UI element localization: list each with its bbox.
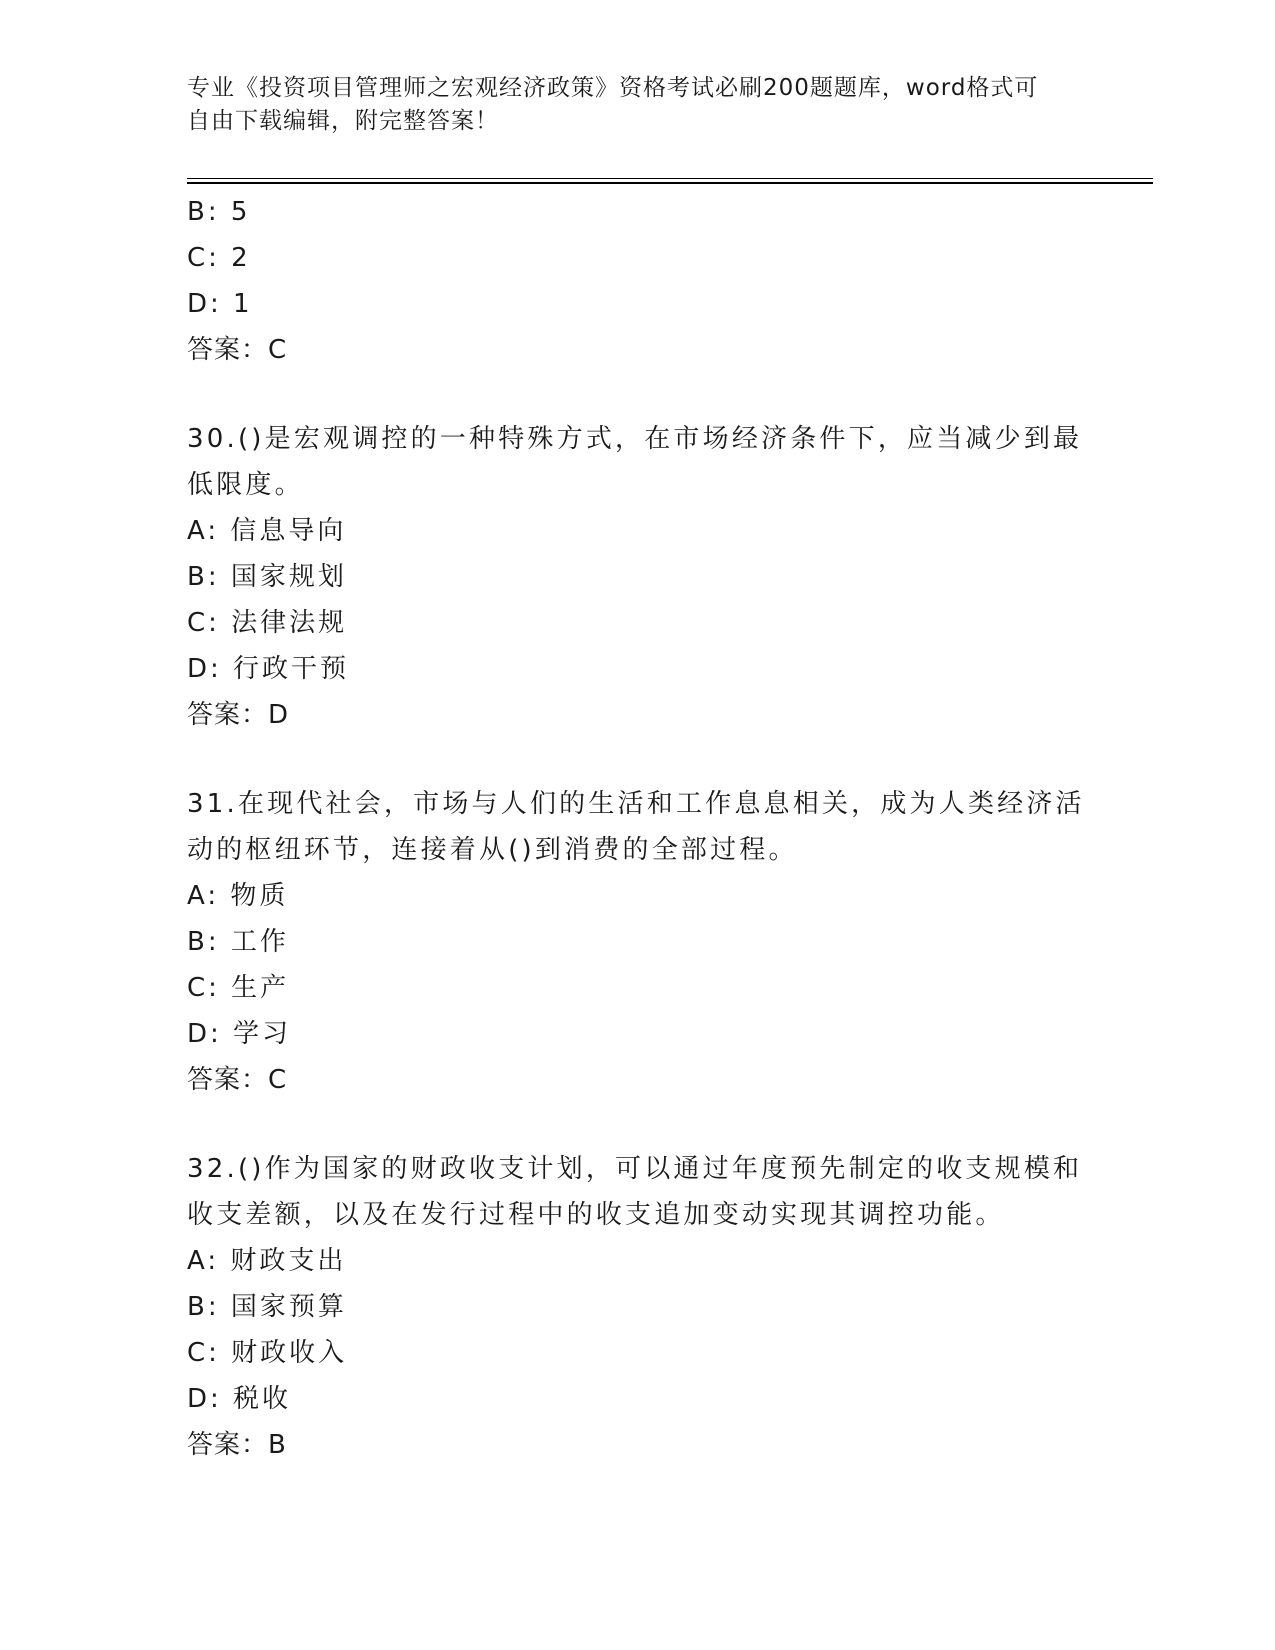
option-b: B: 5	[187, 197, 251, 227]
option-d: D: 行政干预	[187, 654, 350, 684]
answer-line: 答案：C	[187, 1065, 288, 1095]
question-stem	[187, 1146, 1087, 1238]
stem-line: 30.()是宏观调控的一种特殊方式，在市场经济条件下，应当减少到最	[187, 424, 1083, 454]
question-30	[187, 416, 1087, 738]
option-a: A: 信息导向	[187, 516, 347, 546]
question-31	[187, 781, 1087, 1103]
question-list	[187, 189, 1087, 1468]
answer-line: 答案：B	[187, 1430, 287, 1460]
option-c: C: 法律法规	[187, 608, 348, 638]
stem-line: 动的枢纽环节，连接着从()到消费的全部过程。	[187, 835, 798, 865]
stem-line: 收支差额，以及在发行过程中的收支追加变动实现其调控功能。	[187, 1200, 1005, 1230]
answer-line: 答案：D	[187, 700, 290, 730]
option-c: C: 财政收入	[187, 1338, 348, 1368]
option-c: C: 2	[187, 243, 251, 273]
option-b: B: 国家规划	[187, 562, 347, 592]
stem-line: 低限度。	[187, 470, 304, 500]
option-a: A: 财政支出	[187, 1246, 347, 1276]
option-d: D: 税收	[187, 1384, 292, 1414]
stem-line: 31.在现代社会，市场与人们的生活和工作息息相关，成为人类经济活	[187, 789, 1085, 819]
header-title-line-2: 自由下载编辑，附完整答案！	[187, 108, 499, 134]
answer-line: 答案：C	[187, 335, 288, 365]
option-b: B: 工作	[187, 927, 289, 957]
stem-line: 32.()作为国家的财政收支计划，可以通过年度预先制定的收支规模和	[187, 1154, 1083, 1184]
question-32	[187, 1146, 1087, 1468]
option-b: B: 国家预算	[187, 1292, 347, 1322]
option-a: A: 物质	[187, 881, 289, 911]
question-stem	[187, 781, 1087, 873]
option-d: D: 学习	[187, 1019, 292, 1049]
page-header	[187, 72, 1067, 138]
option-c: C: 生产	[187, 973, 290, 1003]
header-divider	[187, 178, 1153, 184]
option-d: D: 1	[187, 289, 253, 319]
question-stem	[187, 416, 1087, 508]
header-title-line-1: 专业《投资项目管理师之宏观经济政策》资格考试必刷200题题库，word格式可	[187, 75, 1039, 101]
previous-question-tail	[187, 189, 1087, 373]
